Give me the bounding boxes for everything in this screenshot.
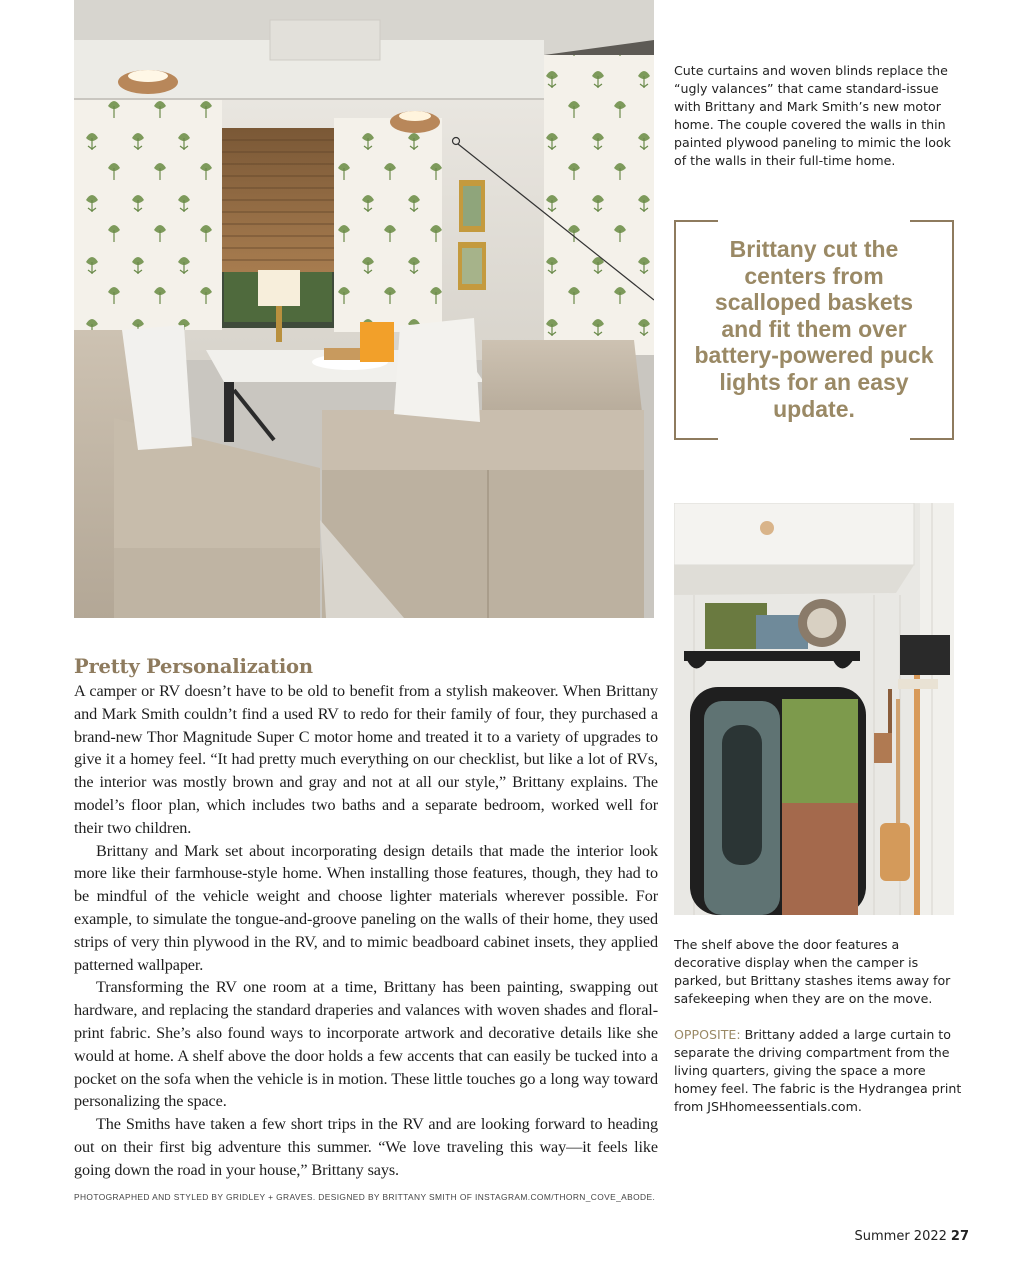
article-paragraph-2: Brittany and Mark set about incorporating design details that made the interior look more like their farmhouse-style home. When installing those features, though, they had to be mindful of the vehicle weight and choose lighter materials wherever possible. For example, to simulate the tongue-and-groove paneling on the walls of their home, they used strips of very thin plywood in the RV, and to mimic beadboard cabinet insets, they applied patterned wallpaper. [74, 841, 658, 974]
caption-main-photo: Cute curtains and woven blinds replace the “ugly valances” that came standard-issue with Brittany and Mark Smith’s new motor home. The couple covered the walls in thin painted plywood paneling to mimic the look of the walls in their full-time home. [674, 63, 951, 168]
article-paragraph-1: A camper or RV doesn’t have to be old to benefit from a stylish makeover. When Brittany and Mark Smith couldn’t find a used RV to redo for their family of four, they purchased a brand-new Thor Magnitude Super C motor home and treated it to a variety of upgrades to give it a homey feel. “It had pretty much everything on our checklist, but like a lot of RVs, the interior was mostly brown and gray and not at all our style,” Brittany explains. The model’s floor plan, which includes two baths and a separate bedroom, worked well for their two children. [74, 682, 658, 837]
door-photo [674, 503, 954, 915]
opposite-label: OPPOSITE: [674, 1027, 741, 1042]
page-number: 27 [950, 1229, 969, 1244]
dinette-illustration [74, 0, 654, 618]
page-folio [855, 1229, 969, 1244]
caption-door-photo [674, 936, 964, 1116]
article-body [74, 655, 658, 1182]
door-caption: The shelf above the door features a decorative display when the camper is parked, but Brittany stashes items away for safekeeping when they are on the move. [674, 937, 951, 1006]
door-illustration [674, 503, 954, 915]
pull-quote-text: Brittany cut the centers from scalloped baskets and fit them over battery-powered puck lights for an easy update. [694, 236, 934, 422]
pull-quote [674, 220, 954, 439]
main-photo-dinette [74, 0, 654, 618]
issue-label: Summer 2022 [854, 1229, 947, 1244]
article-paragraph-3: Transforming the RV one room at a time, Brittany has been painting, swapping out hardware, and replacing the standard draperies and valances with woven shades and floral-print fabric. She’s also found ways to incorporate artwork and decorative details like she would at home. A shelf above the door holds a few accents that can easily be tucked into a pocket on the sofa when the vehicle is in motion. These little touches go a long way toward personalizing the space. [74, 978, 658, 1111]
opposite-caption [674, 1026, 964, 1116]
opposite-text: Brittany added a large curtain to separate the driving compartment from the living quarters, giving the space a more homey feel. The fabric is the Hydrangea print from JSHhomeessentials.com. [674, 1027, 962, 1114]
photo-credit: PHOTOGRAPHED AND STYLED BY GRIDLEY + GRAVES. DESIGNED BY BRITTANY SMITH OF INSTAGRAM.COM/THORN_COVE_ABODE. [74, 1192, 656, 1202]
article-headline: Pretty Personalization [74, 655, 313, 678]
article-paragraph-4: The Smiths have taken a few short trips in the RV and are looking forward to heading out on their first big adventure this summer. “We love traveling this way—it feels like going down the road in your house,” Brittany says. [74, 1115, 658, 1179]
